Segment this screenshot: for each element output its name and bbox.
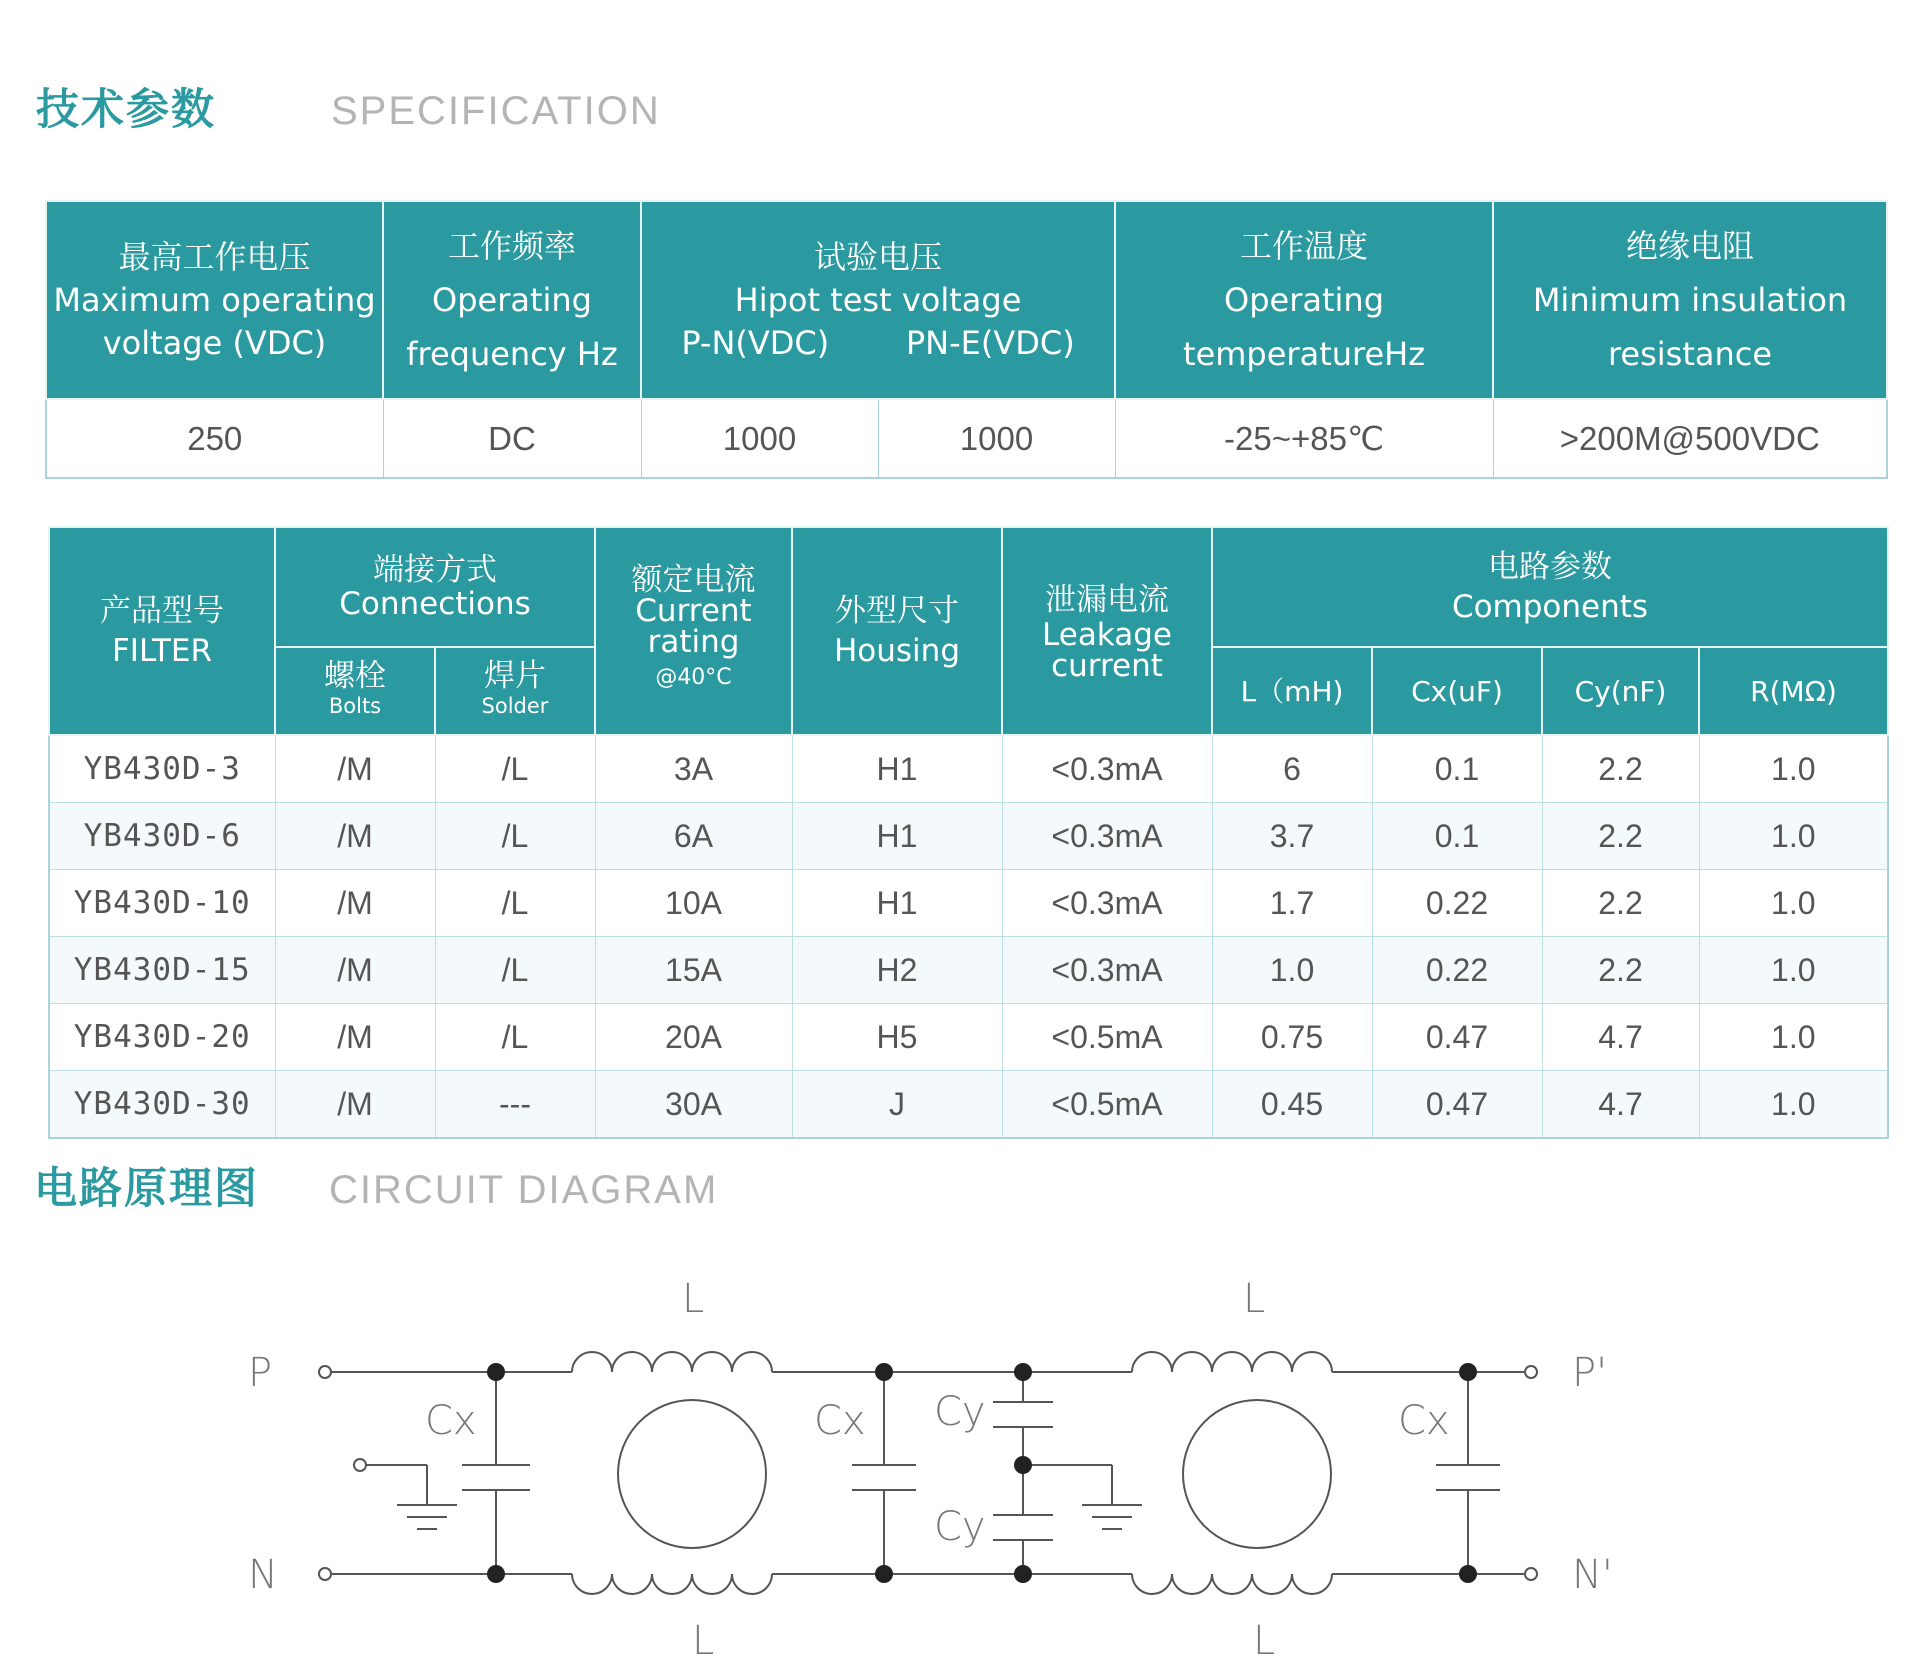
inductor-top-right — [1132, 1352, 1332, 1372]
cell-cy: 2.2 — [1542, 803, 1699, 870]
filter-header-filter: 产品型号 FILTER — [49, 527, 275, 735]
cell-bolts: /M — [275, 803, 435, 870]
inductor-bottom-right — [1132, 1574, 1332, 1594]
spec-values-row — [46, 399, 1887, 478]
cell-solder: /L — [435, 1004, 595, 1071]
cell-solder: /L — [435, 735, 595, 803]
cell-l: 3.7 — [1212, 803, 1372, 870]
cell-cy: 2.2 — [1542, 735, 1699, 803]
filter-table — [48, 526, 1889, 1139]
label-l-bottom-right: L — [1253, 1618, 1276, 1664]
cell-l: 1.0 — [1212, 937, 1372, 1004]
filter-header-connections: 端接方式 Connections — [275, 527, 595, 647]
cell-bolts: /M — [275, 735, 435, 803]
cell-l: 0.45 — [1212, 1071, 1372, 1139]
label-l-bottom-left: L — [692, 1618, 715, 1664]
cell-model: YB430D-10 — [49, 870, 275, 937]
cell-leakage: <0.3mA — [1002, 870, 1212, 937]
cell-model: YB430D-20 — [49, 1004, 275, 1071]
cell-leakage: <0.3mA — [1002, 803, 1212, 870]
filter-table-row — [49, 803, 1888, 870]
spec-table — [45, 200, 1888, 479]
cell-r: 1.0 — [1699, 803, 1888, 870]
circuit-diagram — [0, 1240, 1920, 1680]
terminal-n — [319, 1568, 331, 1580]
terminal-p — [319, 1366, 331, 1378]
cell-cy: 2.2 — [1542, 870, 1699, 937]
label-cx-right: Cx — [1398, 1398, 1450, 1444]
label-l-top-right: L — [1243, 1276, 1266, 1322]
cell-current: 6A — [595, 803, 792, 870]
cell-housing: H2 — [792, 937, 1002, 1004]
cell-cx: 0.1 — [1372, 803, 1542, 870]
cell-current: 30A — [595, 1071, 792, 1139]
label-cy-top: Cy — [934, 1389, 986, 1435]
label-p-out: P' — [1572, 1350, 1608, 1396]
label-l-top-left: L — [682, 1276, 705, 1322]
circuit-terminals — [319, 1366, 1537, 1580]
cell-cy: 4.7 — [1542, 1071, 1699, 1139]
cell-housing: J — [792, 1071, 1002, 1139]
spec-value-temperature: -25~+85℃ — [1115, 399, 1493, 478]
spec-title-cn: 技术参数 — [36, 85, 216, 135]
filter-table-row — [49, 870, 1888, 937]
spec-value-voltage: 250 — [46, 399, 383, 478]
filter-table-row — [49, 1071, 1888, 1139]
filter-header-cx: Cx(uF) — [1372, 647, 1542, 735]
spec-header-voltage: 最高工作电压 Maximum operating voltage (VDC) — [46, 201, 383, 399]
inductor-top-left — [572, 1352, 772, 1372]
cell-solder: /L — [435, 870, 595, 937]
filter-header-cy: Cy(nF) — [1542, 647, 1699, 735]
cell-current: 15A — [595, 937, 792, 1004]
cell-bolts: /M — [275, 1071, 435, 1139]
cell-current: 3A — [595, 735, 792, 803]
filter-header-l: L（mH) — [1212, 647, 1372, 735]
spec-value-hipot-pn: 1000 — [641, 399, 878, 478]
terminal-ground-left — [354, 1459, 366, 1471]
cell-housing: H1 — [792, 735, 1002, 803]
spec-header-insulation: 绝缘电阻 Minimum insulation resistance — [1493, 201, 1887, 399]
spec-header-temperature: 工作温度 Operating temperatureHz — [1115, 201, 1493, 399]
cell-cx: 0.1 — [1372, 735, 1542, 803]
spec-title-en: SPECIFICATION — [331, 89, 661, 133]
label-p: P — [248, 1350, 273, 1396]
cell-solder: /L — [435, 937, 595, 1004]
filter-header-r: R(MΩ) — [1699, 647, 1888, 735]
cell-cx: 0.47 — [1372, 1071, 1542, 1139]
label-cx-left: Cx — [425, 1398, 477, 1444]
filter-header-bolts: 螺栓 Bolts — [275, 647, 435, 735]
cell-current: 10A — [595, 870, 792, 937]
cell-bolts: /M — [275, 937, 435, 1004]
cell-leakage: <0.5mA — [1002, 1004, 1212, 1071]
filter-header-housing: 外型尺寸 Housing — [792, 527, 1002, 735]
cell-bolts: /M — [275, 870, 435, 937]
terminal-n-out — [1525, 1568, 1537, 1580]
cell-solder: --- — [435, 1071, 595, 1139]
cell-r: 1.0 — [1699, 870, 1888, 937]
cell-model: YB430D-3 — [49, 735, 275, 803]
cell-leakage: <0.3mA — [1002, 937, 1212, 1004]
label-n: N — [248, 1552, 278, 1598]
cell-current: 20A — [595, 1004, 792, 1071]
label-n-out: N' — [1572, 1552, 1613, 1598]
filter-table-row — [49, 735, 1888, 803]
cell-cy: 2.2 — [1542, 937, 1699, 1004]
filter-table-row — [49, 1004, 1888, 1071]
spec-value-hipot-pne: 1000 — [878, 399, 1115, 478]
core-left — [618, 1400, 766, 1548]
cell-r: 1.0 — [1699, 1071, 1888, 1139]
cell-r: 1.0 — [1699, 1004, 1888, 1071]
spec-value-frequency: DC — [383, 399, 641, 478]
cell-model: YB430D-30 — [49, 1071, 275, 1139]
cell-l: 1.7 — [1212, 870, 1372, 937]
cell-l: 6 — [1212, 735, 1372, 803]
cell-housing: H1 — [792, 870, 1002, 937]
circuit-section-title — [34, 1155, 718, 1216]
cell-l: 0.75 — [1212, 1004, 1372, 1071]
core-right — [1183, 1400, 1331, 1548]
circuit-title-en: CIRCUIT DIAGRAM — [329, 1168, 719, 1212]
filter-header-solder: 焊片 Solder — [435, 647, 595, 735]
label-cy-bottom: Cy — [934, 1504, 986, 1550]
cell-cx: 0.47 — [1372, 1004, 1542, 1071]
spec-value-insulation: >200M@500VDC — [1493, 399, 1887, 478]
cell-r: 1.0 — [1699, 735, 1888, 803]
cell-housing: H1 — [792, 803, 1002, 870]
cell-bolts: /M — [275, 1004, 435, 1071]
terminal-p-out — [1525, 1366, 1537, 1378]
cell-r: 1.0 — [1699, 937, 1888, 1004]
cell-solder: /L — [435, 803, 595, 870]
cell-cx: 0.22 — [1372, 870, 1542, 937]
circuit-title-cn: 电路原理图 — [34, 1164, 259, 1214]
filter-header-leakage: 泄漏电流 Leakage current — [1002, 527, 1212, 735]
spec-header-hipot: 试验电压 Hipot test voltage P-N(VDC) PN-E(VDC) — [641, 201, 1115, 399]
cell-model: YB430D-6 — [49, 803, 275, 870]
spec-header-frequency: 工作频率 Operating frequency Hz — [383, 201, 641, 399]
filter-header-current: 额定电流 Current rating @40°C — [595, 527, 792, 735]
filter-header-components: 电路参数 Components — [1212, 527, 1888, 647]
cell-housing: H5 — [792, 1004, 1002, 1071]
label-cx-middle: Cx — [814, 1398, 866, 1444]
spec-section-title — [36, 76, 661, 137]
circuit-wires — [332, 1352, 1524, 1594]
filter-table-row — [49, 937, 1888, 1004]
cell-cy: 4.7 — [1542, 1004, 1699, 1071]
cell-leakage: <0.3mA — [1002, 735, 1212, 803]
cell-leakage: <0.5mA — [1002, 1071, 1212, 1139]
cell-model: YB430D-15 — [49, 937, 275, 1004]
cell-cx: 0.22 — [1372, 937, 1542, 1004]
inductor-bottom-left — [572, 1574, 772, 1594]
